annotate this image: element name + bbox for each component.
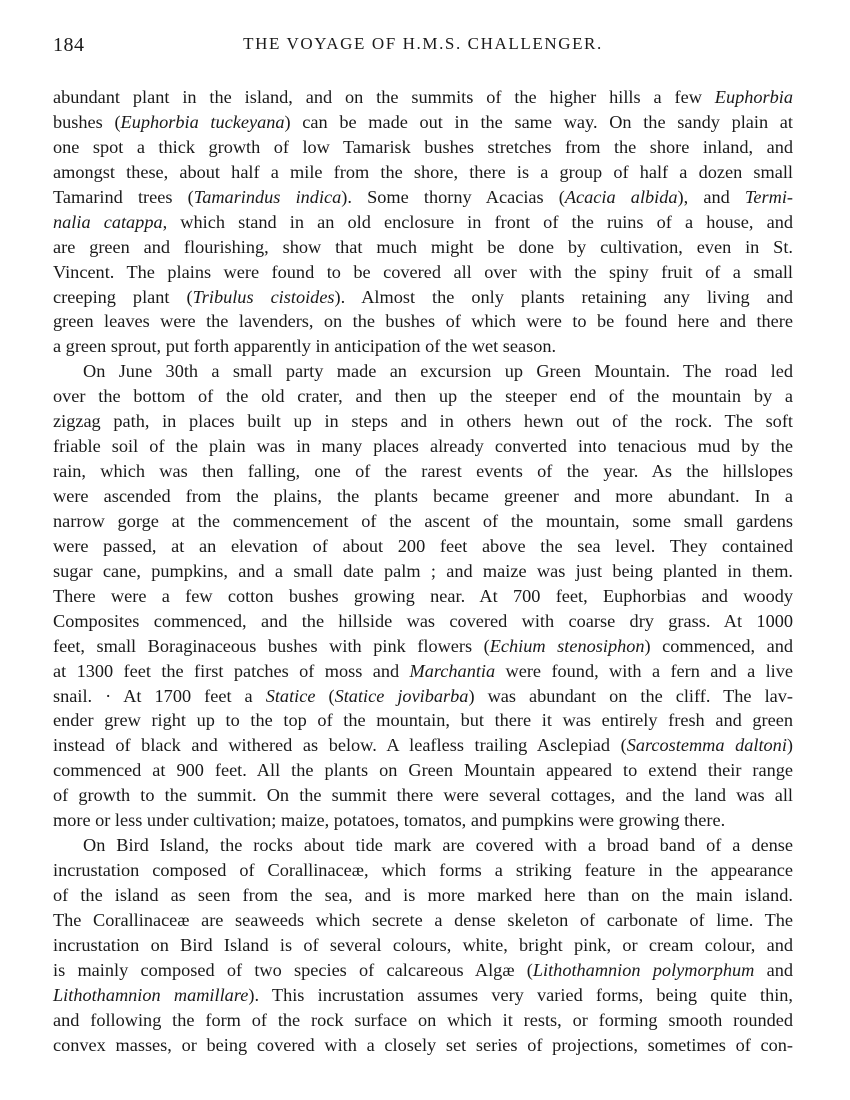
body-text xyxy=(53,85,793,1058)
text-line xyxy=(53,908,793,933)
text-segment: incrustation composed of Corallinaceæ, which forms a striking feature in the appearance xyxy=(53,860,793,881)
text-line xyxy=(53,235,793,260)
text-segment: ) commenced, and xyxy=(644,635,793,656)
text-segment: rain, which was then falling, one of the rarest events of the year. As the hillslopes xyxy=(53,461,793,482)
text-segment: ) xyxy=(786,735,793,756)
text-segment: of growth to the summit. On the summit there were several cottages, and the land was all xyxy=(53,785,793,806)
text-segment: are green and flourishing, show that much might be done by cultivation, even in St. xyxy=(53,236,793,257)
text-line xyxy=(53,559,793,584)
text-segment: green leaves were the lavenders, on the bushes of which were to be found here and there xyxy=(53,311,793,332)
running-head: THE VOYAGE OF H.M.S. CHALLENGER. xyxy=(243,34,603,53)
text-segment: Tamarind trees ( xyxy=(53,186,194,207)
text-segment: abundant plant in the island, and on the summits of the higher hills a few xyxy=(53,87,715,107)
text-segment: The Corallinaceæ are seaweeds which secrete a dense skeleton of carbonate of lime. The xyxy=(53,909,793,930)
text-line xyxy=(53,858,793,883)
text-segment: were passed, at an elevation of about 200 feet above the sea level. They contained xyxy=(53,535,793,556)
text-line xyxy=(53,808,793,833)
text-line xyxy=(53,659,793,684)
text-line xyxy=(53,135,793,160)
text-segment: amongst these, about half a mile from the shore, there is a group of half a dozen small xyxy=(53,161,793,182)
text-line xyxy=(53,260,793,285)
text-segment: of the island as seen from the sea, and is more marked here than on the main island. xyxy=(53,885,793,905)
text-line xyxy=(53,708,793,733)
text-line xyxy=(53,409,793,434)
page-number: 184 xyxy=(53,34,85,56)
text-line xyxy=(53,185,793,210)
text-line xyxy=(53,883,793,908)
text-line xyxy=(53,1008,793,1033)
text-line xyxy=(53,434,793,459)
italic-species-name: Statice xyxy=(265,685,316,706)
text-line xyxy=(53,758,793,783)
text-segment: ) can be made out in the same way. On the sandy plain at xyxy=(284,111,793,132)
text-line xyxy=(53,484,793,509)
text-segment: instead of black and withered as below. A leafless trailing Asclepiad ( xyxy=(53,735,627,756)
text-segment: more or less under cultivation; maize, potatoes, tomatos, and pumpkins were growing there. xyxy=(53,810,726,831)
text-segment: ). This incrustation assumes very varied forms, being quite thin, xyxy=(248,984,793,1005)
italic-species-name: Euphorbia tuckeyana xyxy=(120,111,285,132)
text-segment: ender grew right up to the top of the mountain, but there it was entirely fresh and green xyxy=(53,710,793,731)
italic-species-name: Sarcostemma daltoni xyxy=(626,735,787,756)
text-segment: and xyxy=(754,959,793,980)
text-line xyxy=(53,833,793,858)
italic-species-name: Statice jovibarba xyxy=(334,685,469,706)
text-segment: convex masses, or being covered with a closely set series of projections, sometimes of con- xyxy=(53,1034,793,1055)
text-line xyxy=(53,285,793,310)
text-line xyxy=(53,160,793,185)
text-segment: ), and xyxy=(677,186,745,207)
text-segment: were ascended from the plains, the plants became greener and more abundant. In a xyxy=(53,486,793,506)
text-segment: creeping plant ( xyxy=(53,286,193,307)
text-line xyxy=(53,958,793,983)
text-line xyxy=(53,983,793,1008)
text-segment: were found, with a fern and a live xyxy=(495,660,793,681)
text-line xyxy=(53,684,793,709)
text-line xyxy=(53,110,793,135)
italic-species-name: Tribulus cistoides xyxy=(192,286,335,307)
text-line xyxy=(53,85,793,110)
text-segment: There were a few cotton bushes growing near. At 700 feet, Euphorbias and woody xyxy=(53,585,793,606)
italic-species-name: Marchantia xyxy=(409,660,496,681)
text-line xyxy=(53,210,793,235)
italic-species-name: Lithothamnion polymorphum xyxy=(532,959,755,980)
text-segment: On June 30th a small party made an excursion up Green Mountain. The road led xyxy=(83,361,793,382)
text-segment: snail. · At 1700 feet a xyxy=(53,685,266,706)
text-line xyxy=(53,783,793,808)
page-header xyxy=(53,30,793,60)
italic-species-name: Termi- xyxy=(744,186,794,207)
text-segment: Composites commenced, and the hillside was covered with coarse dry grass. At 1000 xyxy=(53,610,793,631)
text-segment: ) was abundant on the cliff. The lav- xyxy=(468,685,793,706)
text-segment: sugar cane, pumpkins, and a small date palm ; and maize was just being planted in them. xyxy=(53,560,793,581)
italic-species-name: Lithothamnion mamillare xyxy=(53,984,249,1005)
italic-species-name: Acacia albida xyxy=(564,186,678,207)
italic-species-name: nalia catappa xyxy=(53,211,163,232)
italic-species-name: Echium stenosiphon xyxy=(489,635,645,656)
text-segment: is mainly composed of two species of calcareous Algæ ( xyxy=(53,959,533,980)
text-line xyxy=(53,384,793,409)
text-segment: over the bottom of the old crater, and then up the steeper end of the mountain by a xyxy=(53,386,793,407)
text-line xyxy=(53,359,793,384)
text-segment: On Bird Island, the rocks about tide mark are covered with a broad band of a dense xyxy=(83,835,793,856)
text-line xyxy=(53,309,793,334)
text-segment: one spot a thick growth of low Tamarisk bushes stretches from the shore inland, and xyxy=(53,136,793,157)
text-segment: commenced at 900 feet. All the plants on Green Mountain appeared to extend their range xyxy=(53,760,793,781)
text-segment: a green sprout, put forth apparently in anticipation of the wet season. xyxy=(53,336,557,357)
text-line xyxy=(53,1033,793,1058)
text-line xyxy=(53,933,793,958)
italic-species-name: Euphorbia xyxy=(714,87,793,107)
text-line xyxy=(53,334,793,359)
text-segment: incrustation on Bird Island is of several colours, white, bright pink, or cream colour, and xyxy=(53,934,793,955)
text-segment: ). Almost the only plants retaining any living and xyxy=(334,286,793,307)
text-segment: bushes ( xyxy=(53,111,121,132)
text-segment: ( xyxy=(315,685,335,706)
text-segment: and following the form of the rock surface on which it rests, or forming smooth rounded xyxy=(53,1009,793,1030)
text-line xyxy=(53,634,793,659)
text-segment: friable soil of the plain was in many places already converted into tenacious mud by the xyxy=(53,436,793,457)
italic-species-name: Tamarindus indica xyxy=(193,186,342,207)
text-segment: narrow gorge at the commencement of the ascent of the mountain, some small gardens xyxy=(53,510,793,531)
text-line xyxy=(53,733,793,758)
text-line xyxy=(53,609,793,634)
text-line xyxy=(53,534,793,559)
text-line xyxy=(53,584,793,609)
text-line xyxy=(53,459,793,484)
text-segment: ). Some thorny Acacias ( xyxy=(341,186,565,207)
text-segment: zigzag path, in places built up in steps and in others hewn out of the rock. The soft xyxy=(53,411,793,432)
text-segment: Vincent. The plains were found to be covered all over with the spiny fruit of a small xyxy=(53,261,793,282)
text-segment: feet, small Boraginaceous bushes with pink flowers ( xyxy=(53,635,490,656)
text-segment: at 1300 feet the first patches of moss and xyxy=(53,660,410,681)
text-segment: , which stand in an old enclosure in front of the ruins of a house, and xyxy=(162,211,793,232)
text-line xyxy=(53,509,793,534)
